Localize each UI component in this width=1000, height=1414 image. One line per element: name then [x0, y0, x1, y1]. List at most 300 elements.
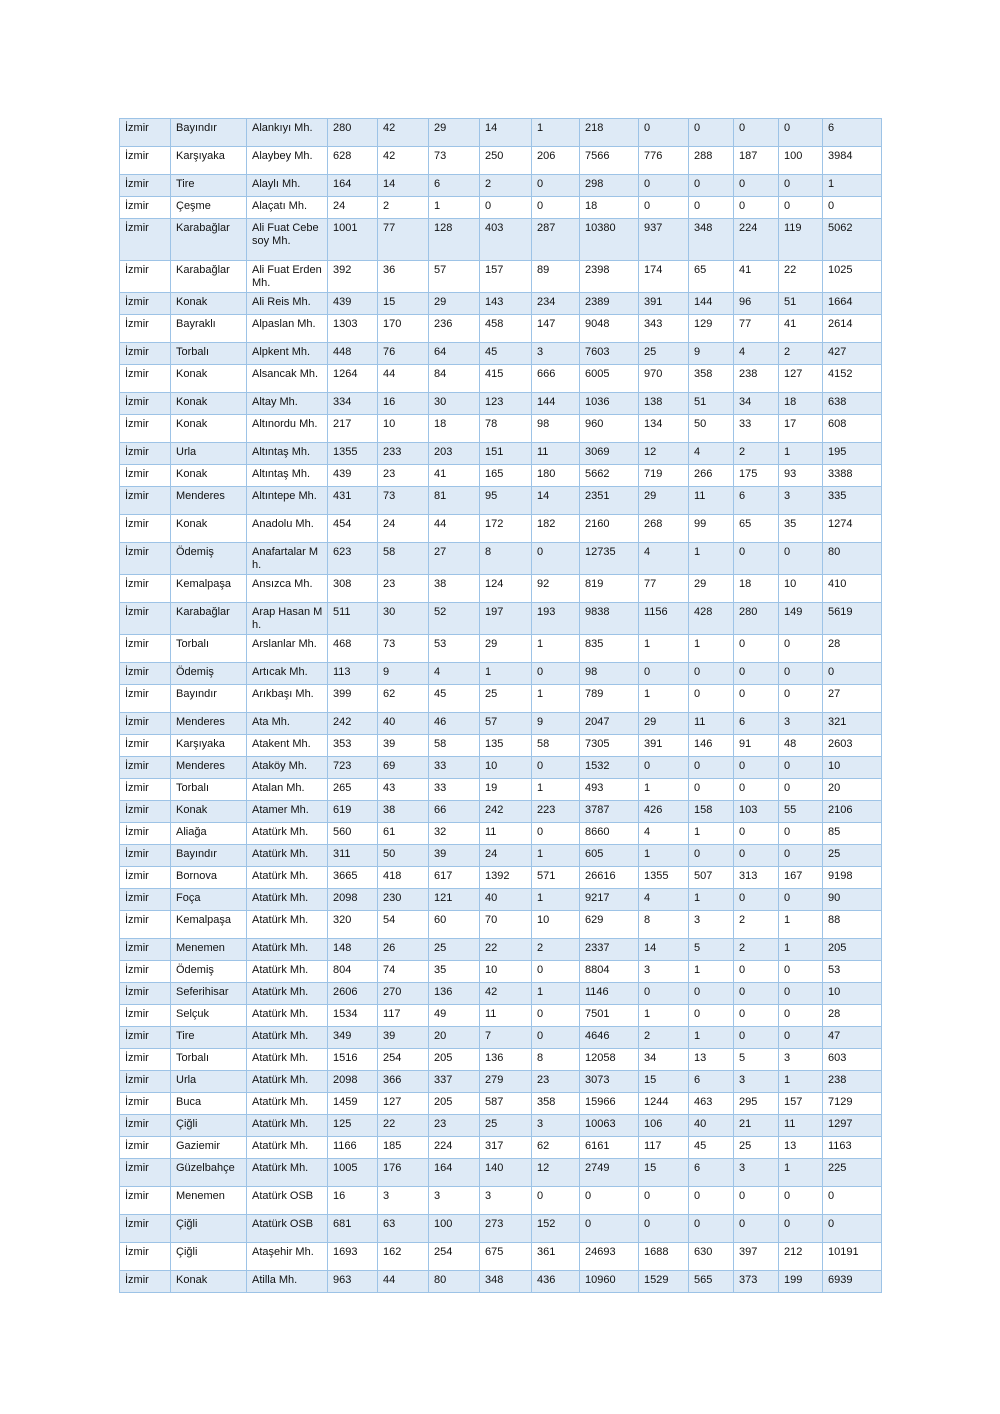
table-cell: 16 [378, 393, 429, 415]
table-cell: 203 [429, 443, 480, 465]
table-cell: 8804 [580, 961, 639, 983]
table-cell: 127 [779, 365, 823, 393]
table-cell: Artıcak Mh. [247, 663, 328, 685]
table-cell: 719 [639, 465, 689, 487]
table-cell: Atatürk Mh. [247, 1159, 328, 1187]
table-cell: Karabağlar [171, 261, 247, 293]
table-cell: Tire [171, 175, 247, 197]
table-cell: İzmir [120, 487, 171, 515]
table-cell: 12 [639, 443, 689, 465]
table-row [120, 663, 882, 685]
table-cell: Alaçatı Mh. [247, 197, 328, 219]
table-cell: 0 [779, 197, 823, 219]
table-cell: Bayındır [171, 685, 247, 713]
table-cell: 638 [823, 393, 882, 415]
table-cell: 77 [378, 219, 429, 261]
table-cell: İzmir [120, 1137, 171, 1159]
table-cell: 348 [480, 1271, 532, 1293]
table-cell: 392 [328, 261, 378, 293]
table-cell: 123 [480, 393, 532, 415]
table-row [120, 443, 882, 465]
table-cell: 39 [378, 735, 429, 757]
table-cell: 1693 [328, 1243, 378, 1271]
table-cell: İzmir [120, 575, 171, 603]
table-cell: 1 [639, 1005, 689, 1027]
table-cell: 28 [823, 635, 882, 663]
table-cell: Atilla Mh. [247, 1271, 328, 1293]
table-cell: 5619 [823, 603, 882, 635]
table-cell: 144 [689, 293, 734, 315]
table-cell: 24 [480, 845, 532, 867]
table-cell: Atatürk Mh. [247, 911, 328, 939]
table-cell: İzmir [120, 1005, 171, 1027]
table-cell: 236 [429, 315, 480, 343]
table-cell: 39 [429, 845, 480, 867]
table-cell: 212 [779, 1243, 823, 1271]
table-cell: 66 [429, 801, 480, 823]
table-cell: 3 [779, 1049, 823, 1071]
table-cell: 2337 [580, 939, 639, 961]
table-cell: Ödemiş [171, 663, 247, 685]
table-cell: 52 [429, 603, 480, 635]
table-cell: 0 [779, 1187, 823, 1215]
table-cell: 0 [734, 1005, 779, 1027]
table-cell: 218 [580, 119, 639, 147]
table-cell: Alankıyı Mh. [247, 119, 328, 147]
table-cell: 140 [480, 1159, 532, 1187]
table-cell: 0 [734, 197, 779, 219]
table-cell: 1 [779, 1159, 823, 1187]
table-cell: 2606 [328, 983, 378, 1005]
table-cell: 77 [734, 315, 779, 343]
table-cell: İzmir [120, 1049, 171, 1071]
table-cell: 48 [779, 735, 823, 757]
table-cell: 10960 [580, 1271, 639, 1293]
table-cell: 391 [639, 293, 689, 315]
table-cell: Torbalı [171, 635, 247, 663]
table-cell: 51 [779, 293, 823, 315]
table-cell: 0 [639, 983, 689, 1005]
table-cell: 2047 [580, 713, 639, 735]
table-cell: İzmir [120, 1187, 171, 1215]
table-cell: 1 [532, 119, 580, 147]
table-cell: İzmir [120, 443, 171, 465]
table-cell: Torbalı [171, 1049, 247, 1071]
table-cell: 266 [689, 465, 734, 487]
table-cell: 224 [734, 219, 779, 261]
table-cell: 3 [779, 487, 823, 515]
table-cell: 311 [328, 845, 378, 867]
table-cell: Alpkent Mh. [247, 343, 328, 365]
table-cell: Arıkbaşı Mh. [247, 685, 328, 713]
table-cell: İzmir [120, 1071, 171, 1093]
table-cell: İzmir [120, 1093, 171, 1115]
table-cell: 8 [480, 543, 532, 575]
table-cell: Atatürk Mh. [247, 845, 328, 867]
table-cell: 73 [378, 487, 429, 515]
table-cell: 80 [823, 543, 882, 575]
table-cell: 92 [532, 575, 580, 603]
table-cell: 172 [480, 515, 532, 543]
table-cell: 205 [429, 1049, 480, 1071]
table-cell: Ödemiş [171, 543, 247, 575]
table-cell: 98 [532, 415, 580, 443]
table-cell: 0 [734, 961, 779, 983]
table-cell: İzmir [120, 635, 171, 663]
table-cell: 1532 [580, 757, 639, 779]
table-cell: 415 [480, 365, 532, 393]
table-cell: Çiğli [171, 1243, 247, 1271]
table-cell: 254 [378, 1049, 429, 1071]
table-cell: 103 [734, 801, 779, 823]
table-cell: 619 [328, 801, 378, 823]
table-cell: 308 [328, 575, 378, 603]
table-cell: 225 [823, 1159, 882, 1187]
table-cell: Altınordu Mh. [247, 415, 328, 443]
table-cell: 206 [532, 147, 580, 175]
table-cell: 3787 [580, 801, 639, 823]
table-cell: 84 [429, 365, 480, 393]
table-cell: 11 [779, 1115, 823, 1137]
table-cell: 250 [480, 147, 532, 175]
table-cell: 681 [328, 1215, 378, 1243]
table-cell: 9217 [580, 889, 639, 911]
table-cell: Atamer Mh. [247, 801, 328, 823]
table-cell: 26 [378, 939, 429, 961]
table-cell: 2 [378, 197, 429, 219]
table-cell: 666 [532, 365, 580, 393]
table-row [120, 393, 882, 415]
table-row [120, 845, 882, 867]
table-cell: İzmir [120, 603, 171, 635]
table-cell: 74 [378, 961, 429, 983]
table-cell: Selçuk [171, 1005, 247, 1027]
table-cell: 18 [580, 197, 639, 219]
table-cell: 4 [639, 889, 689, 911]
table-cell: 0 [580, 1215, 639, 1243]
table-cell: 4 [689, 443, 734, 465]
table-cell: Anadolu Mh. [247, 515, 328, 543]
table-cell: 199 [779, 1271, 823, 1293]
table-cell: İzmir [120, 757, 171, 779]
table-cell: Konak [171, 801, 247, 823]
table-cell: 439 [328, 465, 378, 487]
table-cell: 1664 [823, 293, 882, 315]
table-row [120, 175, 882, 197]
table-cell: Altıntepe Mh. [247, 487, 328, 515]
table-cell: 70 [480, 911, 532, 939]
table-cell: Konak [171, 1271, 247, 1293]
table-cell: Karşıyaka [171, 147, 247, 175]
table-cell: 403 [480, 219, 532, 261]
table-cell: 0 [779, 1005, 823, 1027]
table-cell: 152 [532, 1215, 580, 1243]
table-cell: 789 [580, 685, 639, 713]
table-cell: 29 [480, 635, 532, 663]
table-cell: 1392 [480, 867, 532, 889]
table-cell: Gaziemir [171, 1137, 247, 1159]
table-cell: Alpaslan Mh. [247, 315, 328, 343]
table-cell: 42 [378, 147, 429, 175]
table-cell: 124 [480, 575, 532, 603]
table-cell: 7603 [580, 343, 639, 365]
table-cell: 0 [532, 663, 580, 685]
table-cell: Menderes [171, 757, 247, 779]
table-cell: 42 [480, 983, 532, 1005]
table-cell: 571 [532, 867, 580, 889]
table-cell: 85 [823, 823, 882, 845]
table-cell: Konak [171, 515, 247, 543]
table-cell: 279 [480, 1071, 532, 1093]
table-cell: Atalan Mh. [247, 779, 328, 801]
table-row [120, 685, 882, 713]
table-row [120, 1187, 882, 1215]
table-cell: İzmir [120, 939, 171, 961]
table-cell: 0 [779, 1027, 823, 1049]
table-cell: 4152 [823, 365, 882, 393]
table-cell: 454 [328, 515, 378, 543]
table-row [120, 543, 882, 575]
table-cell: 1 [532, 635, 580, 663]
table-cell: 1 [639, 685, 689, 713]
table-cell: 29 [429, 293, 480, 315]
table-cell: 280 [328, 119, 378, 147]
table-cell: 295 [734, 1093, 779, 1115]
table-cell: 1 [532, 983, 580, 1005]
table-cell: 129 [689, 315, 734, 343]
table-cell: 7566 [580, 147, 639, 175]
table-cell: 0 [639, 757, 689, 779]
table-cell: 54 [378, 911, 429, 939]
table-cell: 6939 [823, 1271, 882, 1293]
table-cell: 2098 [328, 1071, 378, 1093]
table-cell: Konak [171, 465, 247, 487]
table-row [120, 889, 882, 911]
table-cell: 14 [480, 119, 532, 147]
table-cell: 40 [378, 713, 429, 735]
table-cell: Bayındır [171, 119, 247, 147]
table-cell: 24 [328, 197, 378, 219]
table-cell: 11 [480, 1005, 532, 1027]
table-cell: 3 [734, 1071, 779, 1093]
table-cell: Konak [171, 415, 247, 443]
table-cell: 33 [734, 415, 779, 443]
table-cell: 1 [689, 635, 734, 663]
table-cell: 58 [378, 543, 429, 575]
table-cell: Atatürk Mh. [247, 867, 328, 889]
table-cell: 10 [532, 911, 580, 939]
table-cell: 18 [429, 415, 480, 443]
table-cell: 2 [734, 939, 779, 961]
table-cell: 373 [734, 1271, 779, 1293]
table-cell: 5 [689, 939, 734, 961]
table-cell: İzmir [120, 735, 171, 757]
table-row [120, 779, 882, 801]
table-cell: 217 [328, 415, 378, 443]
table-cell: 2603 [823, 735, 882, 757]
table-cell: 0 [734, 175, 779, 197]
table-cell: 144 [532, 393, 580, 415]
table-cell: 448 [328, 343, 378, 365]
table-row [120, 1071, 882, 1093]
table-cell: 50 [689, 415, 734, 443]
table-cell: 125 [328, 1115, 378, 1137]
table-cell: İzmir [120, 1115, 171, 1137]
table-cell: 410 [823, 575, 882, 603]
table-cell: Aliağa [171, 823, 247, 845]
table-cell: Çiğli [171, 1115, 247, 1137]
table-cell: 100 [779, 147, 823, 175]
table-cell: 1 [532, 685, 580, 713]
table-cell: 2389 [580, 293, 639, 315]
table-cell: 1 [639, 845, 689, 867]
table-cell: 1 [779, 939, 823, 961]
table-cell: 27 [823, 685, 882, 713]
table-cell: 0 [532, 543, 580, 575]
table-cell: 23 [429, 1115, 480, 1137]
table-cell: 0 [532, 961, 580, 983]
table-cell: 20 [823, 779, 882, 801]
table-cell: 0 [689, 757, 734, 779]
table-cell: 1163 [823, 1137, 882, 1159]
table-cell: 1 [639, 635, 689, 663]
table-cell: 10 [480, 757, 532, 779]
table-cell: 34 [639, 1049, 689, 1071]
table-row [120, 219, 882, 261]
table-cell: 40 [480, 889, 532, 911]
table-cell: 343 [639, 315, 689, 343]
table-cell: 45 [429, 685, 480, 713]
table-cell: 76 [378, 343, 429, 365]
table-cell: Buca [171, 1093, 247, 1115]
table-cell: 50 [378, 845, 429, 867]
table-cell: 334 [328, 393, 378, 415]
table-row [120, 961, 882, 983]
table-cell: 1 [639, 779, 689, 801]
table-row [120, 515, 882, 543]
table-cell: 1 [429, 197, 480, 219]
table-cell: 7501 [580, 1005, 639, 1027]
table-cell: 3 [734, 1159, 779, 1187]
table-cell: Karabağlar [171, 219, 247, 261]
table-cell: Ataşehir Mh. [247, 1243, 328, 1271]
table-row [120, 293, 882, 315]
table-cell: 157 [779, 1093, 823, 1115]
table-cell: 391 [639, 735, 689, 757]
table-row [120, 939, 882, 961]
table-cell: 41 [429, 465, 480, 487]
table-cell: 0 [639, 1187, 689, 1215]
table-cell: 0 [639, 1215, 689, 1243]
table-cell: 12735 [580, 543, 639, 575]
table-cell: 835 [580, 635, 639, 663]
table-cell: 1025 [823, 261, 882, 293]
table-cell: Altıntaş Mh. [247, 443, 328, 465]
table-cell: 1156 [639, 603, 689, 635]
table-cell: Kemalpaşa [171, 575, 247, 603]
table-cell: 298 [580, 175, 639, 197]
table-cell: 10 [779, 575, 823, 603]
table-cell: 43 [378, 779, 429, 801]
table-row [120, 635, 882, 663]
table-cell: 242 [328, 713, 378, 735]
table-cell: 34 [734, 393, 779, 415]
table-cell: 0 [480, 197, 532, 219]
table-cell: 358 [689, 365, 734, 393]
table-cell: İzmir [120, 293, 171, 315]
table-cell: 1 [689, 823, 734, 845]
table-cell: 21 [734, 1115, 779, 1137]
table-cell: 0 [779, 1215, 823, 1243]
table-cell: 93 [779, 465, 823, 487]
table-cell: Ali Fuat Erden Mh. [247, 261, 328, 293]
table-cell: 89 [532, 261, 580, 293]
table-cell: 135 [480, 735, 532, 757]
table-cell: 11 [689, 713, 734, 735]
table-row [120, 757, 882, 779]
table-cell: 0 [532, 175, 580, 197]
table-cell: İzmir [120, 889, 171, 911]
table-cell: 57 [480, 713, 532, 735]
table-cell: 162 [378, 1243, 429, 1271]
table-cell: Menemen [171, 1187, 247, 1215]
table-cell: 238 [734, 365, 779, 393]
table-cell: 234 [532, 293, 580, 315]
table-row [120, 1137, 882, 1159]
table-cell: İzmir [120, 465, 171, 487]
table-cell: 28 [823, 1005, 882, 1027]
table-cell: 0 [734, 983, 779, 1005]
table-cell: Atatürk OSB [247, 1215, 328, 1243]
table-cell: 608 [823, 415, 882, 443]
table-cell: 195 [823, 443, 882, 465]
table-cell: 12058 [580, 1049, 639, 1071]
table-cell: 0 [779, 779, 823, 801]
table-cell: 158 [689, 801, 734, 823]
table-cell: 0 [689, 1215, 734, 1243]
table-cell: 0 [734, 1215, 779, 1243]
table-cell: 65 [734, 515, 779, 543]
table-cell: 33 [429, 757, 480, 779]
table-cell: 0 [779, 543, 823, 575]
table-cell: 91 [734, 735, 779, 757]
table-cell: 348 [689, 219, 734, 261]
table-cell: 2106 [823, 801, 882, 823]
table-cell: 42 [378, 119, 429, 147]
table-cell: 25 [480, 1115, 532, 1137]
table-cell: 2749 [580, 1159, 639, 1187]
table-cell: 0 [734, 1027, 779, 1049]
table-cell: 113 [328, 663, 378, 685]
table-cell: İzmir [120, 801, 171, 823]
table-cell: Atatürk Mh. [247, 823, 328, 845]
table-cell: 268 [639, 515, 689, 543]
table-cell: 1 [779, 1071, 823, 1093]
table-cell: Konak [171, 365, 247, 393]
table-cell: 0 [689, 1005, 734, 1027]
table-cell: 3 [378, 1187, 429, 1215]
table-row [120, 465, 882, 487]
table-cell: İzmir [120, 261, 171, 293]
table-cell: Kemalpaşa [171, 911, 247, 939]
table-cell: 58 [532, 735, 580, 757]
table-cell: 960 [580, 415, 639, 443]
table-cell: Atatürk Mh. [247, 1115, 328, 1137]
table-cell: Konak [171, 393, 247, 415]
table-row [120, 911, 882, 939]
table-cell: Torbalı [171, 779, 247, 801]
table-cell: Seferihisar [171, 983, 247, 1005]
